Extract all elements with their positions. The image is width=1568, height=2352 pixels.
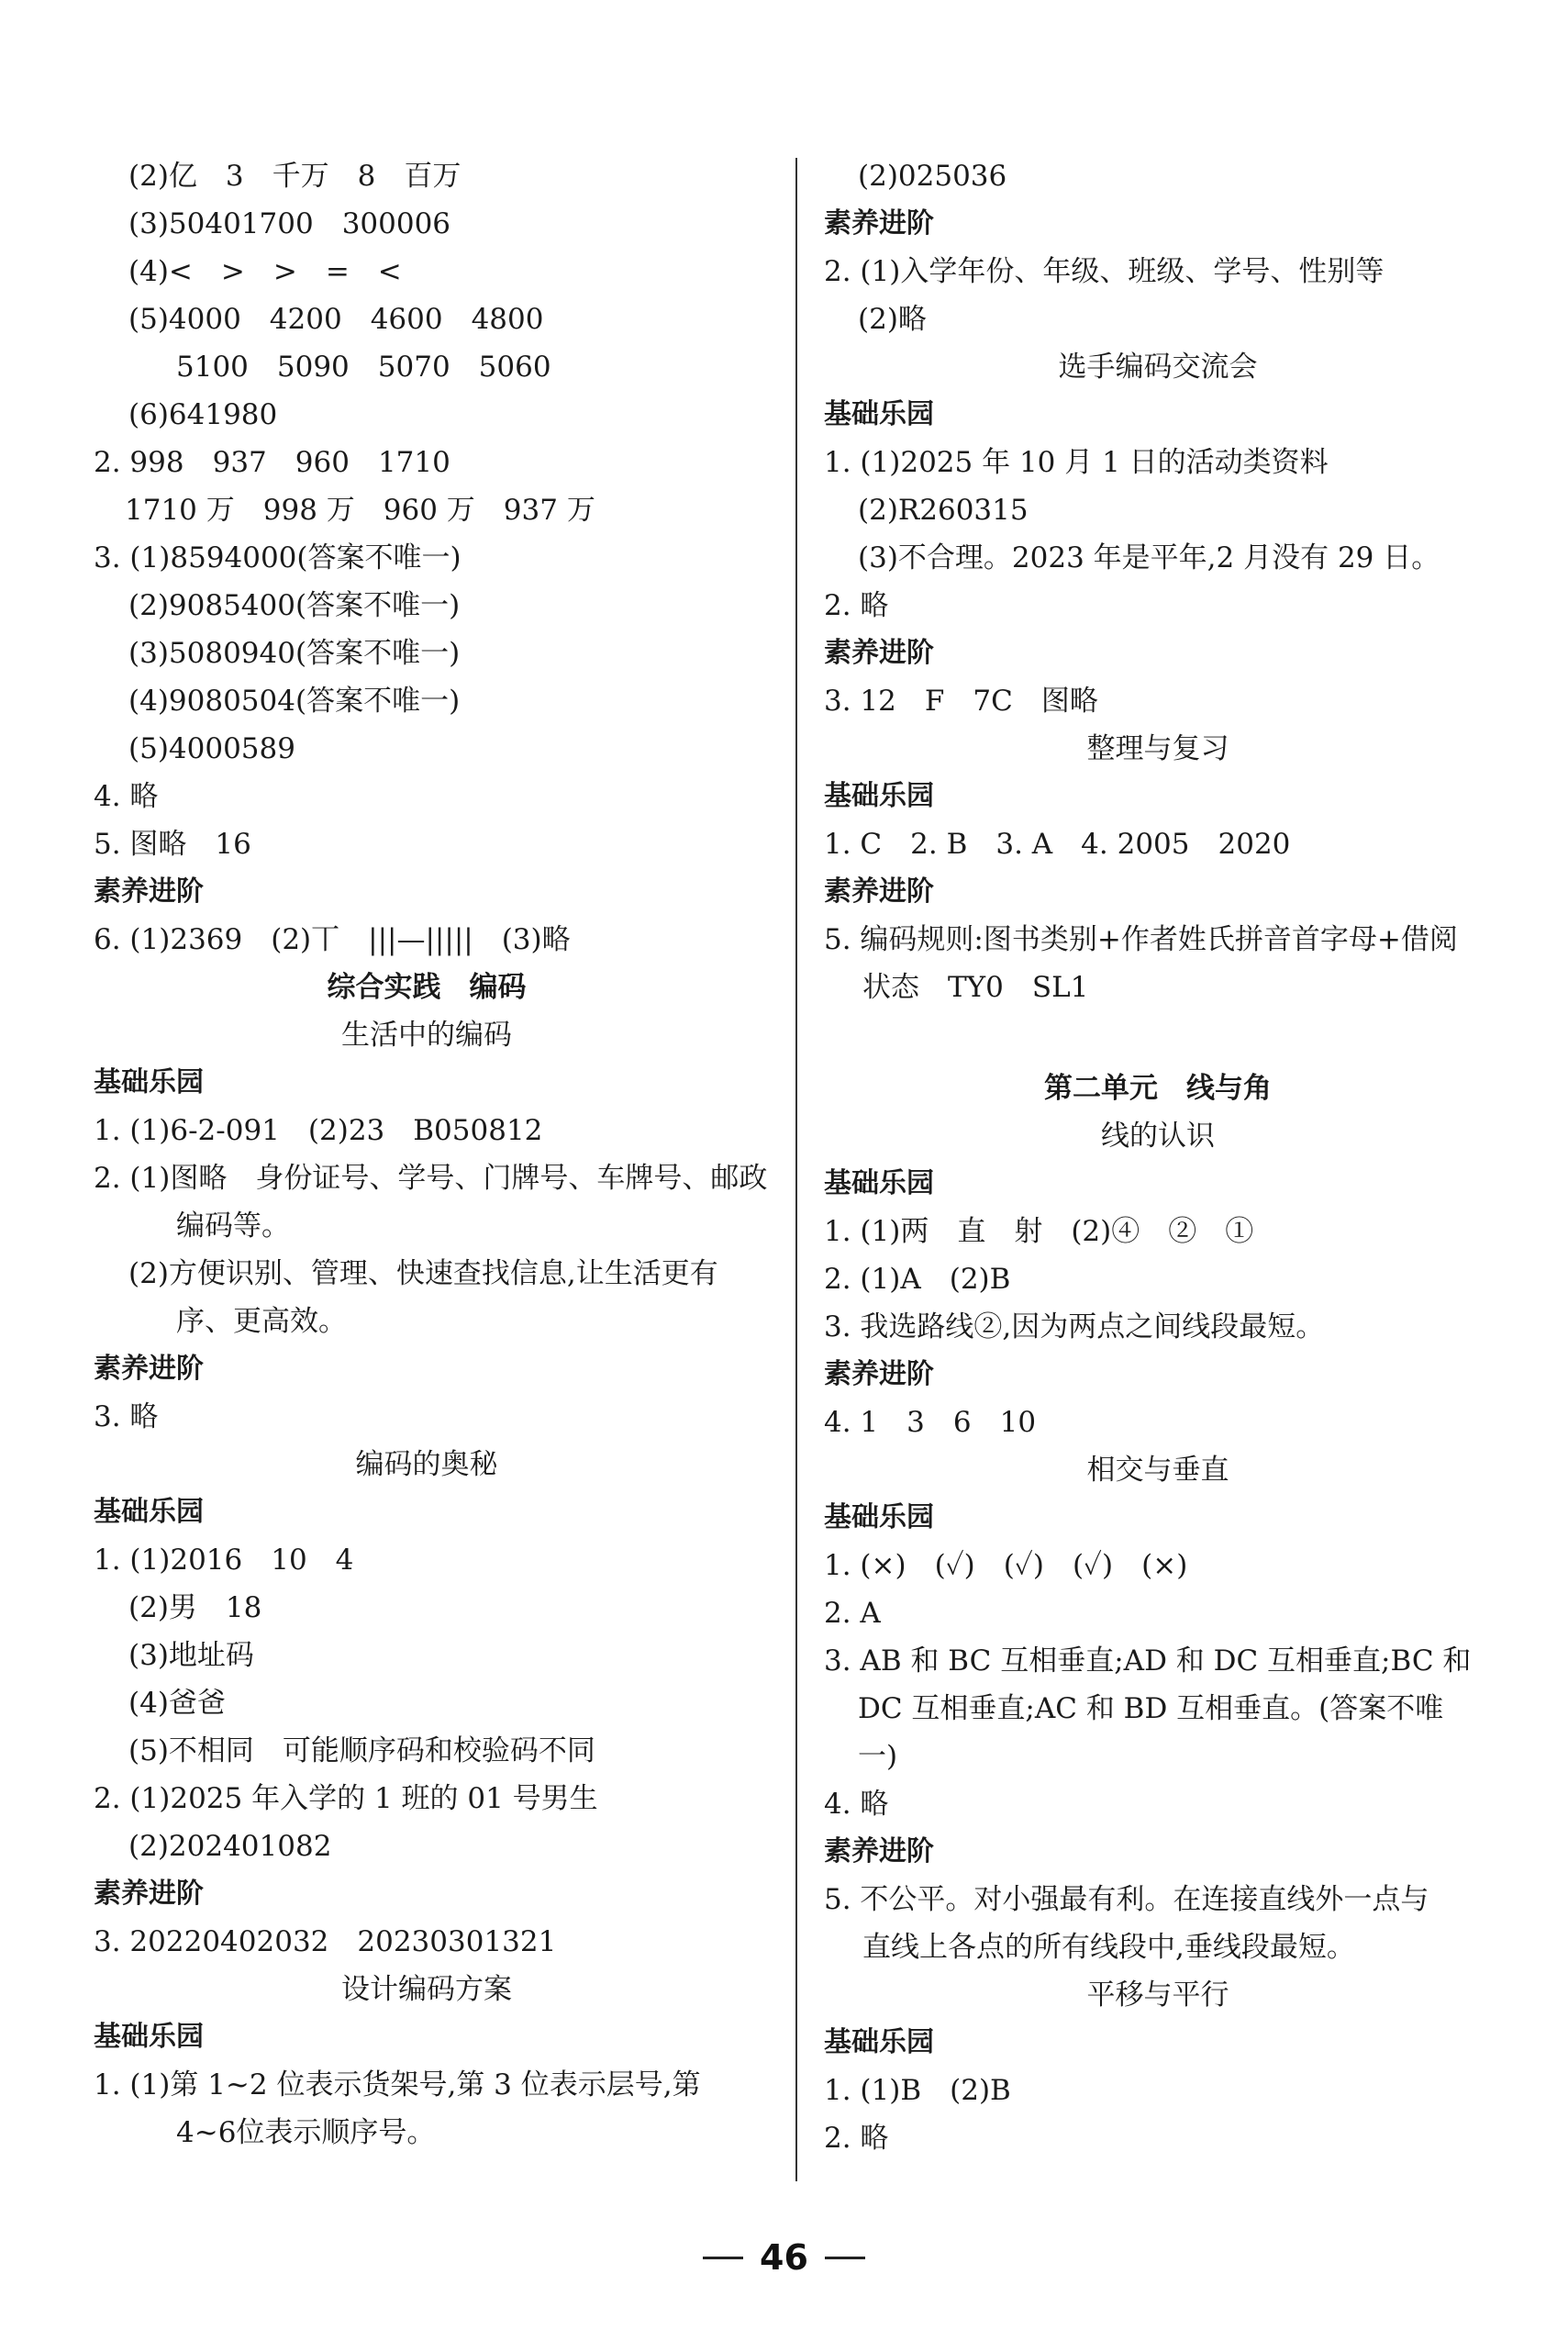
answer-line: 4. 略 <box>824 1788 889 1821</box>
answer-line: 3. (1)8594000(答案不唯一) <box>94 541 462 574</box>
section-title: 第二单元 线与角 <box>1044 1072 1272 1105</box>
answer-line: 2. 略 <box>824 589 889 622</box>
dash-right <box>825 2257 865 2259</box>
lesson-title: 相交与垂直 <box>1086 1454 1229 1487</box>
answer-line: 2. (1)入学年份、年级、班级、学号、性别等 <box>824 255 1385 288</box>
answer-line: 2. A <box>824 1597 881 1630</box>
answer-line: 4. 1 3 6 10 <box>824 1406 1037 1439</box>
column-divider <box>795 158 797 2181</box>
answer-line: 5. 图略 16 <box>94 828 251 861</box>
subsection-heading: 基础乐园 <box>824 398 934 430</box>
answer-line: (3)50401700 300006 <box>128 207 451 240</box>
answer-line: 3. 略 <box>94 1400 159 1433</box>
answer-line: (2)R260315 <box>858 494 1029 527</box>
lesson-title: 线的认识 <box>1101 1120 1215 1153</box>
answer-line: (4)9080504(答案不唯一) <box>128 685 461 718</box>
answer-line: (3)地址码 <box>128 1639 254 1672</box>
answer-line: 1. (1)第 1~2 位表示货架号,第 3 位表示层号,第 <box>94 2068 701 2101</box>
answer-line: 状态 TY0 SL1 <box>862 971 1089 1004</box>
answer-line: (5)4000589 <box>128 732 295 765</box>
answer-line: 1. (1)6-2-091 (2)23 B050812 <box>94 1114 543 1147</box>
subsection-heading: 素养进阶 <box>824 1358 934 1390</box>
subsection-heading: 素养进阶 <box>824 207 934 240</box>
answer-line: 3. 12 F 7C 图略 <box>824 685 1098 718</box>
answer-line: (4)爸爸 <box>128 1687 226 1720</box>
lesson-title: 生活中的编码 <box>341 1019 512 1052</box>
answer-line: 4. 略 <box>94 780 159 813</box>
page-footer <box>0 2230 1568 2285</box>
subsection-heading: 基础乐园 <box>824 1167 934 1199</box>
answer-line: 5100 5090 5070 5060 <box>176 351 551 384</box>
subsection-heading: 素养进阶 <box>824 875 934 908</box>
answer-line: 2. 998 937 960 1710 <box>94 446 450 479</box>
dash-left <box>703 2257 743 2259</box>
section-title: 综合实践 编码 <box>327 971 527 1004</box>
answer-line: 1. (1)两 直 射 (2)④ ② ① <box>824 1215 1254 1248</box>
answer-line: 1. (1)2025 年 10 月 1 日的活动类资料 <box>824 446 1329 479</box>
subsection-heading: 素养进阶 <box>94 875 204 908</box>
answer-line: DC 互相垂直;AC 和 BD 互相垂直。(答案不唯 <box>858 1692 1444 1725</box>
answer-line: (3)5080940(答案不唯一) <box>128 637 461 670</box>
subsection-heading: 素养进阶 <box>824 637 934 669</box>
answer-line: 直线上各点的所有线段中,垂线段最短。 <box>862 1931 1355 1964</box>
answer-line: (2)025036 <box>858 160 1007 193</box>
lesson-title: 平移与平行 <box>1086 1979 1229 2012</box>
subsection-heading: 基础乐园 <box>94 2021 204 2053</box>
lesson-title: 整理与复习 <box>1086 732 1229 765</box>
subsection-heading: 素养进阶 <box>824 1835 934 1867</box>
answer-line: 2. 略 <box>824 2122 889 2155</box>
answer-line: 3. AB 和 BC 互相垂直;AD 和 DC 互相垂直;BC 和 <box>824 1644 1472 1678</box>
subsection-heading: 基础乐园 <box>94 1066 204 1098</box>
lesson-title: 编码的奥秘 <box>355 1448 498 1481</box>
answer-line: 1. (1)2016 10 4 <box>94 1544 354 1577</box>
subsection-heading: 基础乐园 <box>94 1496 204 1528</box>
answer-line: 1710 万 998 万 960 万 937 万 <box>125 494 595 527</box>
answer-line: 2. (1)2025 年入学的 1 班的 01 号男生 <box>94 1782 598 1815</box>
answer-line: (5)不相同 可能顺序码和校验码不同 <box>128 1734 595 1767</box>
answer-line: (5)4000 4200 4600 4800 <box>128 303 544 336</box>
answer-line: (6)641980 <box>128 398 278 431</box>
answer-line: (4)< > > = < <box>128 255 402 288</box>
answer-line: 5. 不公平。对小强最有利。在连接直线外一点与 <box>824 1883 1429 1916</box>
answer-line: 一) <box>858 1740 898 1773</box>
subsection-heading: 素养进阶 <box>94 1353 204 1385</box>
answer-line: (2)方便识别、管理、快速查找信息,让生活更有 <box>128 1257 718 1290</box>
lesson-title: 设计编码方案 <box>341 1973 512 2006</box>
answer-line: 3. 20220402032 20230301321 <box>94 1925 557 1958</box>
subsection-heading: 素养进阶 <box>94 1878 204 1910</box>
subsection-heading: 基础乐园 <box>824 780 934 812</box>
subsection-heading: 基础乐园 <box>824 2026 934 2058</box>
page-number: 46 <box>760 2237 808 2278</box>
answer-line: (2)男 18 <box>128 1591 262 1624</box>
answer-line: (3)不合理。2023 年是平年,2 月没有 29 日。 <box>858 541 1440 574</box>
answer-line: 编码等。 <box>176 1209 290 1243</box>
subsection-heading: 基础乐园 <box>824 1501 934 1533</box>
answer-line: 6. (1)2369 (2)丅 |||—||||| (3)略 <box>94 923 571 956</box>
answer-line: (2)亿 3 千万 8 百万 <box>128 160 462 193</box>
answer-line: (2)9085400(答案不唯一) <box>128 589 461 622</box>
answer-line: 2. (1)A (2)B <box>824 1263 1011 1296</box>
answer-line: 1. (×) (✓) (✓) (✓) (×) <box>824 1549 1188 1582</box>
answer-line: 3. 我选路线②,因为两点之间线段最短。 <box>824 1310 1325 1343</box>
answer-line: 1. C 2. B 3. A 4. 2005 2020 <box>824 828 1291 861</box>
answer-line: (2)略 <box>858 303 927 336</box>
lesson-title: 选手编码交流会 <box>1058 351 1258 384</box>
answer-line: 5. 编码规则:图书类别+作者姓氏拼音首字母+借阅 <box>824 923 1458 956</box>
answer-line: 2. (1)图略 身份证号、学号、门牌号、车牌号、邮政 <box>94 1162 768 1195</box>
answer-line: (2)202401082 <box>128 1830 332 1863</box>
answer-line: 1. (1)B (2)B <box>824 2074 1011 2107</box>
answer-line: 4~6位表示顺序号。 <box>176 2116 436 2149</box>
answer-line: 序、更高效。 <box>176 1305 347 1338</box>
